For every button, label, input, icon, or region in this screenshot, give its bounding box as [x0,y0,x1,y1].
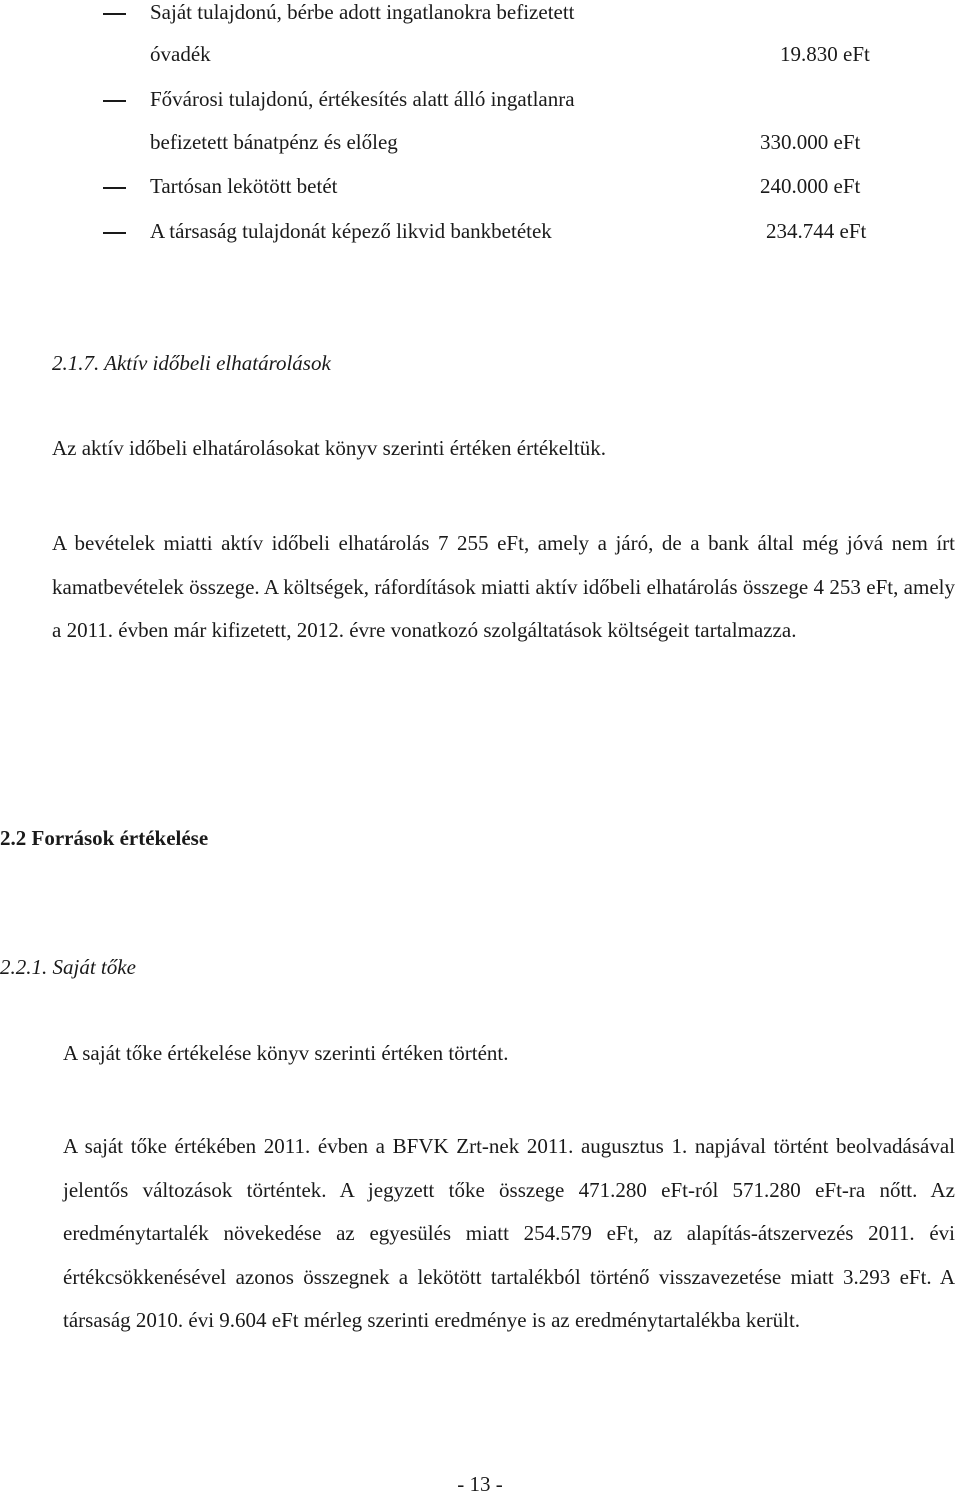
dash-bullet [103,232,126,234]
list-item-text-line: A társaság tulajdonát képező likvid bankbetétek [150,219,552,243]
list-item-text-line: Fővárosi tulajdonú, értékesítés alatt álló ingatlanra [150,87,575,111]
paragraph-text: A bevételek miatti aktív időbeli elhatárolás 7 255 eFt, amely a járó, de a bank által még jóvá nem írt kamatbevételek összege. A költségek, ráfordítások miatti aktív időbeli elhatárolás összege 4 253 eFt, amely a 2011. évben már kifizetett, 2012. évre vonatkozó szolgáltatások költségeit tartalmazza. [52,531,955,642]
paragraph: Az aktív időbeli elhatárolásokat könyv szerinti értéken értékeltük. [52,436,606,460]
list-item-amount: 240.000 eFt [760,174,861,198]
paragraph: A saját tőke értékelése könyv szerinti értéken történt. [63,1041,509,1065]
section-heading: 2.2 Források értékelése [0,826,209,850]
paragraph-text: A saját tőke értékében 2011. évben a BFVK Zrt-nek 2011. augusztus 1. napjával történt beolvadásával jelentős változások történtek. A jegyzett tőke összege 471.280 eFt-ról 571.280 eFt-ra nőtt. Az eredménytartalék növekedése az egyesülés miatt 254.579 eFt, az alapítás-átszervezés 2011. évi értékcsökkenésével azonos összegnek a lekötött tartalékból történő visszavezetése miatt 3.293 eFt. A társaság 2010. évi 9.604 eFt mérleg szerinti eredménye is az eredménytartalékba került. [63,1134,955,1332]
dash-bullet [103,187,126,189]
list-item-amount: 19.830 eFt [780,42,870,66]
dash-bullet [103,100,126,102]
list-item-text-line: Tartósan lekötött betét [150,174,338,198]
list-item-amount: 330.000 eFt [760,130,861,154]
list-item-amount: 234.744 eFt [766,219,867,243]
dash-bullet [103,13,126,15]
paragraph [52,522,955,653]
paragraph [63,1125,955,1343]
list-item-text-line: Saját tulajdonú, bérbe adott ingatlanokra befizetett [150,0,575,24]
section-heading: 2.2.1. Saját tőke [0,955,136,979]
section-heading: 2.1.7. Aktív időbeli elhatárolások [52,351,331,375]
list-item-text-line: befizetett bánatpénz és előleg [150,130,398,154]
list-item-text-line: óvadék [150,42,211,66]
page-number: - 13 - [457,1472,503,1496]
